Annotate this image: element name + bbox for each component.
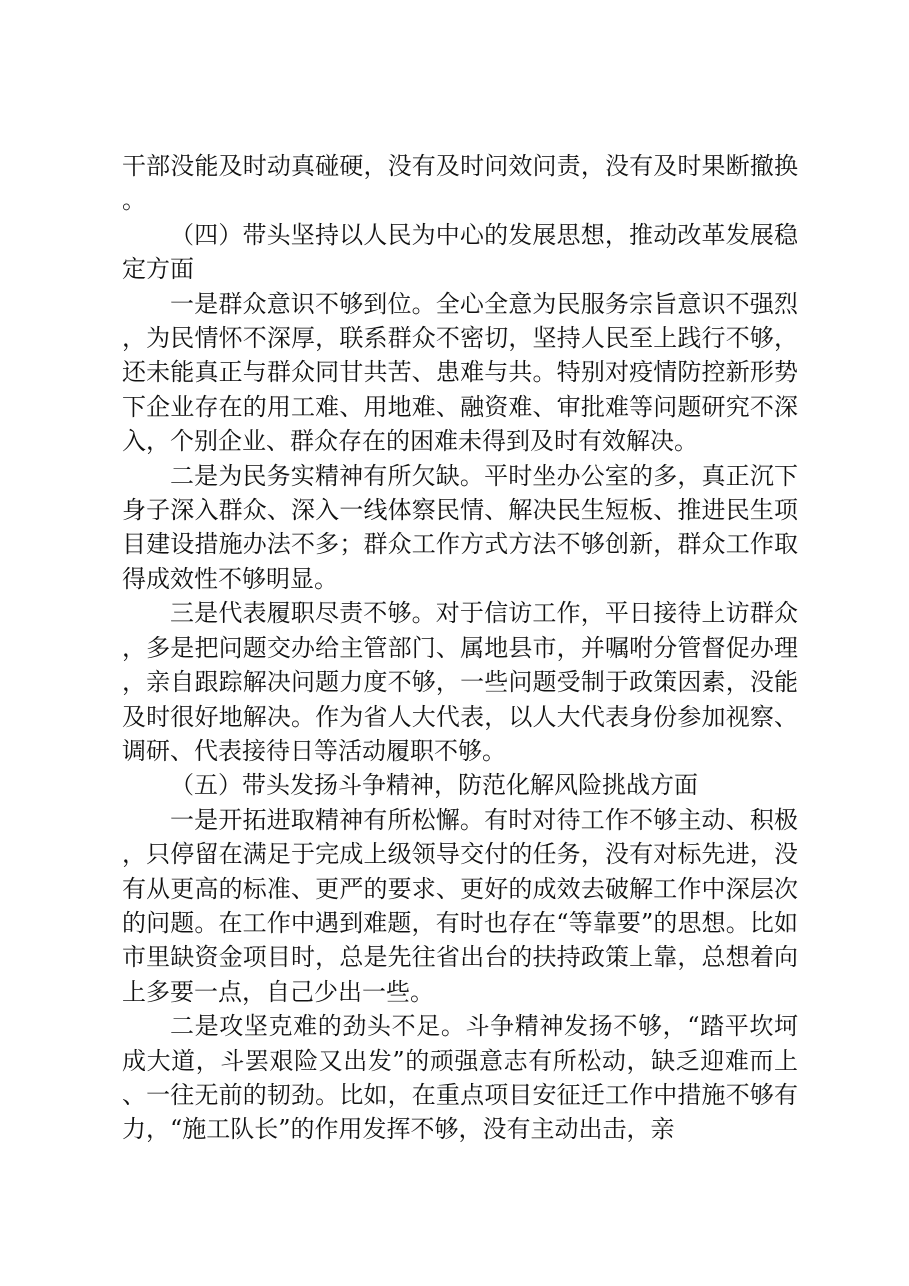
paragraph-representative-duty: 三是代表履职尽责不够。对于信访工作，平日接待上访群众，多是把问题交办给主管部门、属地县市，并嘱咐分管督促办理，亲自跟踪解决问题力度不够，一些问题受制于政策因素，没能及时很好地解决。作为省人大代表，以人大代表身份参加视察、调研、代表接待日等活动履职不够。 (122, 599, 798, 765)
paragraph-continuation: 干部没能及时动真碰硬，没有及时问效问责，没有及时果断撤换。 (122, 152, 798, 215)
paragraph-mass-awareness: 一是群众意识不够到位。全心全意为民服务宗旨意识不强烈，为民情怀不深厚，联系群众不密切，坚持人民至上践行不够，还未能真正与群众同甘共苦、患难与共。特别对疫情防控新形势下企业存在的用工难、用地难、融资难、审批难等问题研究不深入，个别企业、群众存在的困难未得到及时有效解决。 (122, 289, 798, 456)
paragraph-practical-spirit: 二是为民务实精神有所欠缺。平时坐办公室的多，真正沉下身子深入群众、深入一线体察民情、解决民生短板、推进民生项目建设措施办法不多；群众工作方式方法不够创新，群众工作取得成效性不够明显。 (122, 461, 798, 593)
paragraph-tackling-difficulties: 二是攻坚克难的劲头不足。斗争精神发扬不够，“踏平坎坷成大道，斗罢艰险又出发”的顽强意志有所松动，缺乏迎难而上、一往无前的韧劲。比如，在重点项目安征迁工作中措施不够有力，“施工队长”的作用发挥不够，没有主动出击，亲 (122, 1012, 798, 1144)
section-heading-5: （五）带头发扬斗争精神，防范化解风险挑战方面 (170, 771, 698, 800)
section-heading-4: （四）带头坚持以人民为中心的发展思想，推动改革发展稳定方面 (122, 220, 798, 284)
document-body (122, 149, 798, 1147)
paragraph-enterprising-spirit: 一是开拓进取精神有所松懈。有时对待工作不够主动、积极，只停留在满足于完成上级领导交付的任务，没有对标先进，没有从更高的标准、更严的要求、更好的成效去破解工作中深层次的问题。在工作中遇到难题，有时也存在“等靠要”的思想。比如市里缺资金项目时，总是先往省出台的扶持政策上靠，总想着向上多要一点，自己少出一些。 (122, 805, 798, 1006)
